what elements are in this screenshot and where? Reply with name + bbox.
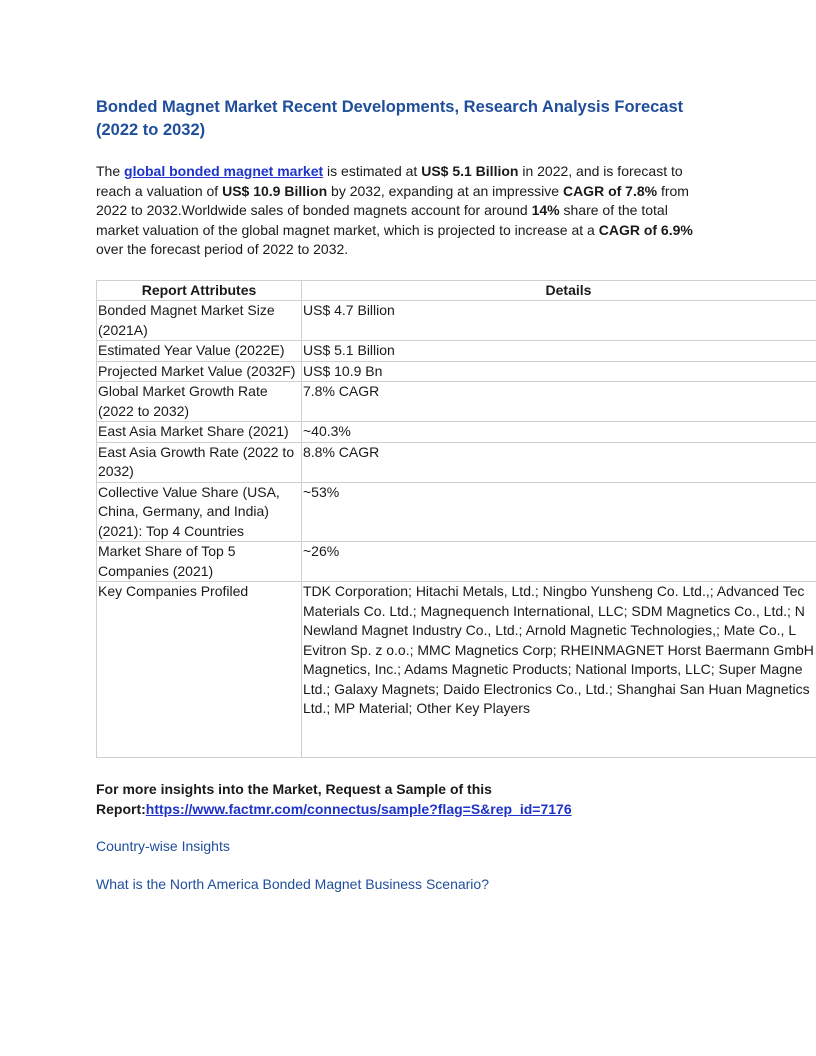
intro-text: share of the total market valuation of the global magnet market, which is projected to increase at a (96, 202, 668, 238)
key-companies-line: TDK Corporation; Hitachi Metals, Ltd.; Ningbo Yunsheng Co. Ltd.,; Advanced Tec (303, 583, 805, 599)
table-row (97, 542, 816, 582)
intro-bold: CAGR of 7.8% (562, 182, 658, 199)
table-row (97, 442, 816, 482)
detail-cell: ~53% (302, 482, 816, 542)
intro-bold: US$ 5.1 Billion (421, 163, 519, 179)
sample-request-link[interactable]: https://www.factmr.com/connectus/sample?flag=S&rep_id=7176 (145, 800, 572, 817)
detail-cell: US$ 10.9 Bn (302, 361, 816, 382)
attribute-cell: Collective Value Share (USA, China, Germany, and India) (2021): Top 4 Countries (97, 482, 302, 542)
attribute-cell: Key Companies Profiled (97, 582, 302, 758)
intro-bold: US$ 10.9 Billion (222, 182, 328, 199)
attribute-cell: Projected Market Value (2032F) (97, 361, 302, 382)
table-row (97, 361, 816, 382)
intro-text: The (96, 163, 125, 179)
table-row-key-companies (97, 582, 816, 758)
attribute-cell: East Asia Growth Rate (2022 to 2032) (97, 442, 302, 482)
table-row (97, 382, 816, 422)
intro-text: in 2022, and is forecast to reach a valuation of (96, 163, 683, 199)
key-companies-line: Ltd.; MP Material; Other Key Players (303, 700, 530, 716)
report-attributes-table (96, 280, 816, 759)
detail-cell: ~40.3% (302, 422, 816, 443)
table-row (97, 341, 816, 362)
intro-text: from 2022 to 2032.Worldwide sales of bonded magnets account for around (96, 182, 689, 218)
key-companies-line: Newland Magnet Industry Co., Ltd.; Arnold Magnetic Technologies,; Mate Co., L (303, 622, 797, 638)
intro-text: over the forecast period of 2022 to 2032. (96, 241, 349, 257)
key-companies-line: Magnetics, Inc.; Adams Magnetic Products; National Imports, LLC; Super Magne (303, 661, 803, 677)
global-bonded-magnet-market-link[interactable]: global bonded magnet market (124, 163, 324, 179)
intro-bold: CAGR of 6.9% (598, 221, 693, 238)
intro-text: by 2032, expanding at an impressive (327, 182, 563, 199)
key-companies-line: Evitron Sp. z o.o.; MMC Magnetics Corp; RHEINMAGNET Horst Baermann GmbH (303, 641, 814, 658)
attribute-cell: Bonded Magnet Market Size (2021A) (97, 301, 302, 341)
detail-cell: ~26% (302, 542, 816, 582)
detail-cell: US$ 5.1 Billion (302, 341, 816, 362)
sample-request-text: For more insights into the Market, Request a Sample of this Report: (96, 781, 492, 817)
key-companies-cell (302, 582, 816, 758)
attribute-cell: East Asia Market Share (2021) (97, 422, 302, 443)
page-title: Bonded Magnet Market Recent Developments, Research Analysis Forecast (2022 to 2032) (96, 98, 684, 139)
table-row (97, 301, 816, 341)
section-heading-north-america: What is the North America Bonded Magnet Business Scenario? (96, 875, 489, 892)
intro-text: is estimated at (323, 163, 422, 179)
table-header-attributes: Report Attributes (97, 280, 302, 301)
key-companies-line: Ltd.; Galaxy Magnets; Daido Electronics Co., Ltd.; Shanghai San Huan Magnetics (303, 680, 810, 697)
detail-cell: US$ 4.7 Billion (302, 301, 816, 341)
detail-cell: 7.8% CAGR (302, 382, 816, 422)
intro-bold: 14% (531, 202, 560, 218)
table-header-details: Details (302, 280, 816, 301)
key-companies-line: Materials Co. Ltd.; Magnequench International, LLC; SDM Magnetics Co., Ltd.; N (303, 602, 805, 619)
detail-cell: 8.8% CAGR (302, 442, 816, 482)
table-row (97, 422, 816, 443)
table-row (97, 482, 816, 542)
attribute-cell: Global Market Growth Rate (2022 to 2032) (97, 382, 302, 422)
intro-paragraph (96, 162, 714, 260)
sample-request-callout (96, 780, 596, 819)
document-page (96, 96, 816, 908)
attribute-cell: Market Share of Top 5 Companies (2021) (97, 542, 302, 582)
section-heading-country-insights: Country-wise Insights (96, 838, 230, 854)
table-header-row (97, 280, 816, 301)
attribute-cell: Estimated Year Value (2022E) (97, 341, 302, 362)
